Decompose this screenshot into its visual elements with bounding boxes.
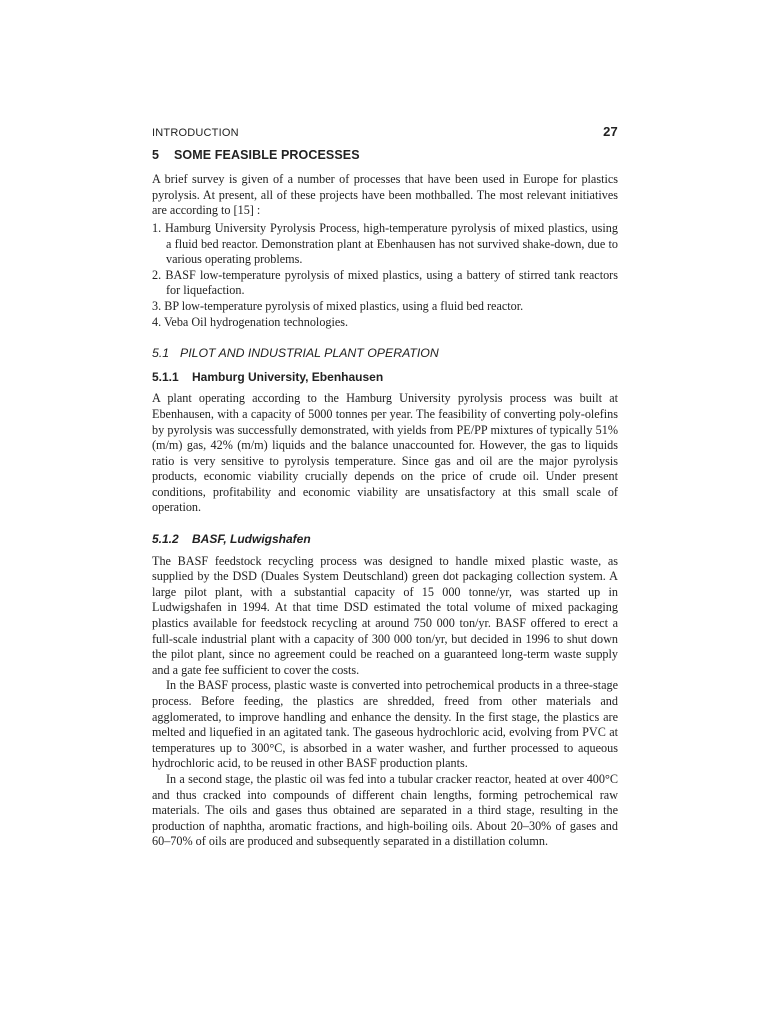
section-5-1-number: 5.1 [152,346,170,361]
running-title: INTRODUCTION [152,127,239,139]
running-header [152,124,618,142]
section-5-title: SOME FEASIBLE PROCESSES [174,147,360,162]
section-5-1-1-title: Hamburg University, Ebenhausen [192,369,384,384]
section-5-number: 5 [152,147,160,162]
list-item: 3. BP low-temperature pyrolysis of mixed plastics, using a fluid bed reactor. [152,298,524,313]
section-5-1-2-heading [152,532,618,548]
page-number: 27 [603,124,618,139]
process-list [152,221,618,330]
section-5-1-1-paragraph: A plant operating according to the Hamburg University pyrolysis process was built at Ebenhausen, with a capacity of 5000 tonnes per year. The feasibility of converting poly-olefins by pyrolysis was successfully demonstrated, with yields from PE/PP mixtures of typically 51% (m/m) gas, 42% (m/m) liquids and the balance unaccounted for. However, the gas to liquids ratio is very sensitive to pyrolysis temperature. Since gas and oil are the major pyrolysis products, economic viability crucially depends on the price of crude oil. Under present conditions, profitability and economic viability are unsatisfactory at this small scale of operation. [152,391,618,515]
list-item: 2. BASF low-temperature pyrolysis of mixed plastics, using a battery of stirred tank reactors for liquefaction. [152,267,618,298]
section-5-heading [152,148,618,164]
section-5-1-2-paragraph: In a second stage, the plastic oil was fed into a tubular cracker reactor, heated at over 400°C and thus cracked into compounds of different chain lengths, forming petrochemical raw materials. The oils and gases thus obtained are separated in a third stage, resulting in the production of naphtha, aromatic fractions, and high-boiling oils. About 20–30% of gases and 60–70% of oils are produced and subsequently separated in a distillation column. [152,771,618,849]
section-5-1-1-number: 5.1.1 [152,369,179,384]
section-5-1-2-number: 5.1.2 [152,532,179,547]
section-5-1-title: PILOT AND INDUSTRIAL PLANT OPERATION [180,346,439,361]
section-5-1-2-paragraph: The BASF feedstock recycling process was designed to handle mixed plastic waste, as supplied by the DSD (Duales System Deutschland) green dot packaging collection system. A large pilot plant, with a substantial capacity of 15 000 tonne/yr, was started up in Ludwigshafen in 1994. At that time DSD estimated the total volume of mixed packaging plastics available for feedstock recycling at around 750 000 ton/yr. BASF offered to erect a full-scale industrial plant with a capacity of 300 000 ton/yr, but decided in 1996 to shut down the pilot plant, since no agreement could be reached on a guaranteed long-term waste supply and a gate fee sufficient to cover the costs. [152,553,618,677]
section-5-intro: A brief survey is given of a number of processes that have been used in Europe for plastics pyrolysis. At present, all of these projects have been mothballed. The most relevant initiatives are according to [15] : [152,172,618,218]
section-5-1-1-heading [152,370,618,386]
section-5-1-heading [152,346,618,362]
list-item: 4. Veba Oil hydrogenation technologies. [152,314,349,329]
section-5-1-2-paragraph: In the BASF process, plastic waste is converted into petrochemical products in a three-stage process. Before feeding, the plastics are shredded, freed from other materials and agglomerated, to improve handling and enhance the density. In the first stage, the plastics are melted and liquefied in an agitated tank. The gaseous hydrochloric acid, evolving from PVC at temperatures up to 300°C, is absorbed in a water washer, and further processed to aqueous hydrochloric acid, to be reused in other BASF production plants. [152,678,618,771]
section-5-1-2-title: BASF, Ludwigshafen [192,532,311,547]
list-item: 1. Hamburg University Pyrolysis Process, high-temperature pyrolysis of mixed plastics, using a fluid bed reactor. Demonstration plant at Ebenhausen has not survived shake-down, due to various operating problems. [152,220,618,267]
document-page [152,124,618,850]
